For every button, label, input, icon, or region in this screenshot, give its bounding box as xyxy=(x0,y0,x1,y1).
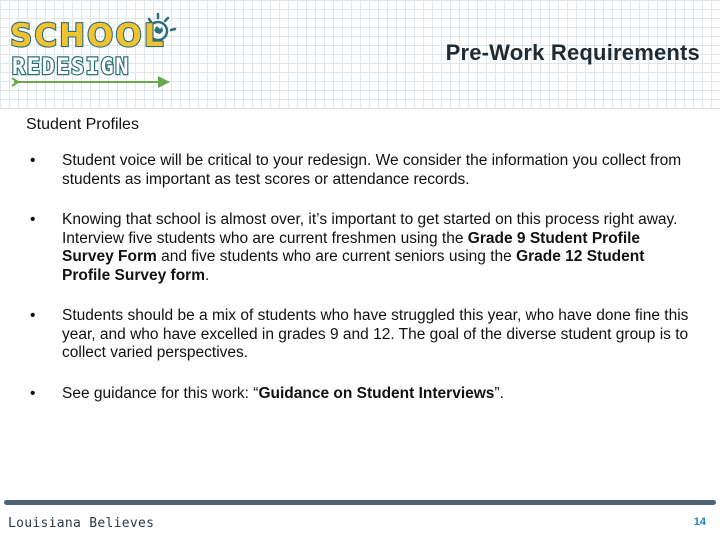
bullet-text: and five students who are current seniors using the xyxy=(156,248,517,265)
page-number: 14 xyxy=(693,516,706,528)
school-redesign-logo xyxy=(8,8,183,90)
svg-text:SCHOOL: SCHOOL xyxy=(10,18,166,54)
bullet-text: See guidance for this work: “ xyxy=(62,384,259,402)
bullet-marker: • xyxy=(30,384,36,402)
bullet-text: . xyxy=(205,266,210,284)
guidance-document-name: Guidance on Student Interviews xyxy=(258,384,495,402)
page-title: Pre-Work Requirements xyxy=(445,40,700,65)
bullet-marker: • xyxy=(30,211,36,228)
footer-divider xyxy=(4,500,716,505)
bullet-marker: • xyxy=(30,307,36,324)
bullet-item xyxy=(30,307,690,363)
section-title: Student Profiles xyxy=(26,116,139,133)
bullet-item xyxy=(30,152,690,189)
grade-12-form-name: Grade 12 Student Profile Survey form xyxy=(62,248,645,284)
bullet-text: Knowing that school is almost over, it’s important to get started on this process right away. Interview five students who are current freshmen using the xyxy=(62,211,678,247)
svg-text:REDESIGN: REDESIGN xyxy=(12,55,130,80)
bullet-marker: • xyxy=(30,152,36,169)
bullet-list xyxy=(30,152,690,425)
bullet-text: Student voice will be critical to your redesign. We consider the information you collect from students as important as test scores or attendance records. xyxy=(62,152,682,188)
bullet-text: ”. xyxy=(494,384,504,402)
bullet-item xyxy=(30,211,690,285)
louisiana-believes-logo: Louisiana Believes xyxy=(8,516,155,531)
grade-9-form-name: Grade 9 Student Profile Survey Form xyxy=(62,229,641,265)
bullet-text: Students should be a mix of students who have struggled this year, who have done fine this year, and who have excelled in grades 9 and 12. The goal of the diverse student group is to collect varied perspectives. xyxy=(62,307,689,361)
bullet-item xyxy=(30,385,690,404)
header-banner xyxy=(0,0,720,109)
